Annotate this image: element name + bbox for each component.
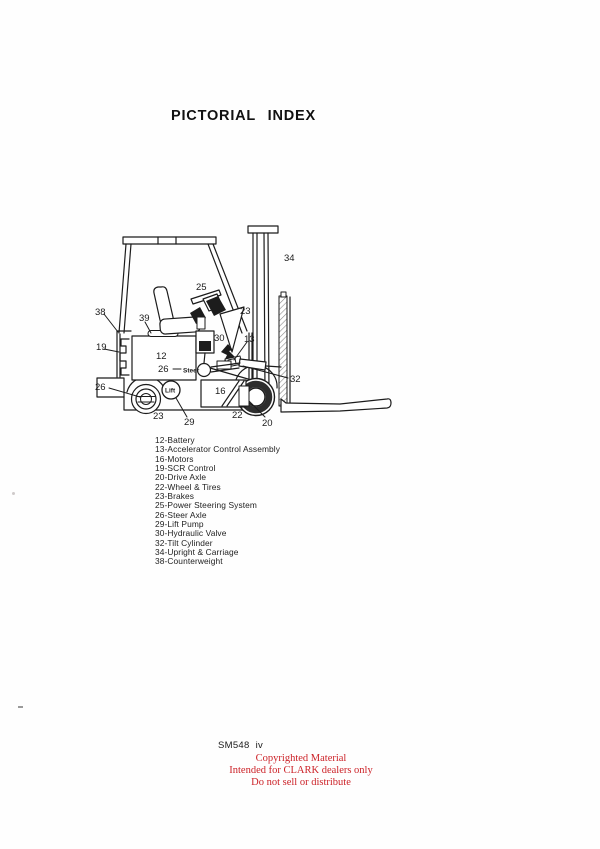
steer-label: Steer	[183, 367, 200, 375]
scan-speck	[12, 492, 15, 495]
forklift-diagram	[85, 210, 405, 440]
fork-blade	[281, 399, 391, 412]
legend-item: 34-Upright & Carriage	[155, 547, 239, 558]
legend-item: 32-Tilt Cylinder	[155, 537, 213, 548]
copyright-line: Do not sell or distribute	[251, 777, 351, 788]
legend-item: 29-Lift Pump	[155, 519, 204, 530]
steering-assembly	[190, 290, 226, 324]
callout-label: 23	[240, 306, 251, 317]
callout-label: 19	[96, 342, 107, 353]
footer	[218, 740, 263, 751]
legend-item: 22-Wheel & Tires	[155, 481, 221, 492]
callout-label: 13	[244, 334, 255, 345]
callout-label: 16	[215, 386, 226, 397]
legend-item: 26-Steer Axle	[155, 509, 207, 520]
callout-label: 23	[153, 411, 164, 422]
copyright-line: Copyrighted Material	[255, 753, 347, 764]
callout-label: 12	[156, 351, 167, 362]
callout-label: 26	[95, 382, 106, 393]
callout-label: 25	[196, 282, 207, 293]
steer-motor	[198, 361, 241, 377]
steer-wheel	[132, 385, 161, 414]
callout-label: 32	[290, 374, 301, 385]
doc-code: SM548	[218, 740, 250, 751]
legend-item: 38-Counterweight	[155, 556, 223, 567]
callout-label: 26	[158, 364, 169, 375]
legend-item: 13-Accelerator Control Assembly	[155, 444, 281, 455]
lift-label: Lift	[165, 387, 176, 395]
legend-item: 25-Power Steering System	[155, 500, 258, 511]
legend-item: 16-Motors	[155, 453, 194, 464]
scan-speck	[18, 706, 23, 708]
forklift-line-art	[85, 210, 405, 440]
callout-label: 29	[184, 417, 195, 428]
scr-control-bracket	[120, 339, 129, 375]
copyright-notice	[150, 753, 452, 789]
page-number: iv	[255, 740, 264, 751]
callout-label: 20	[262, 418, 273, 429]
callout-label: 22	[232, 410, 243, 421]
legend-item: 20-Drive Axle	[155, 472, 207, 483]
legend-item: 23-Brakes	[155, 491, 195, 502]
legend-list	[155, 436, 280, 567]
callout-label: 30	[214, 333, 225, 344]
legend-item: 30-Hydraulic Valve	[155, 528, 227, 539]
callout-label: 39	[139, 313, 150, 324]
page-title: PICTORIAL INDEX	[171, 108, 316, 124]
callout-label: 38	[95, 307, 106, 318]
hydraulic-valve	[196, 317, 214, 363]
callout-label: 34	[284, 253, 295, 264]
copyright-line: Intended for CLARK dealers only	[229, 765, 373, 776]
legend-item: 19-SCR Control	[155, 463, 216, 474]
seat	[154, 287, 201, 335]
legend-item: 12-Battery	[155, 435, 195, 445]
